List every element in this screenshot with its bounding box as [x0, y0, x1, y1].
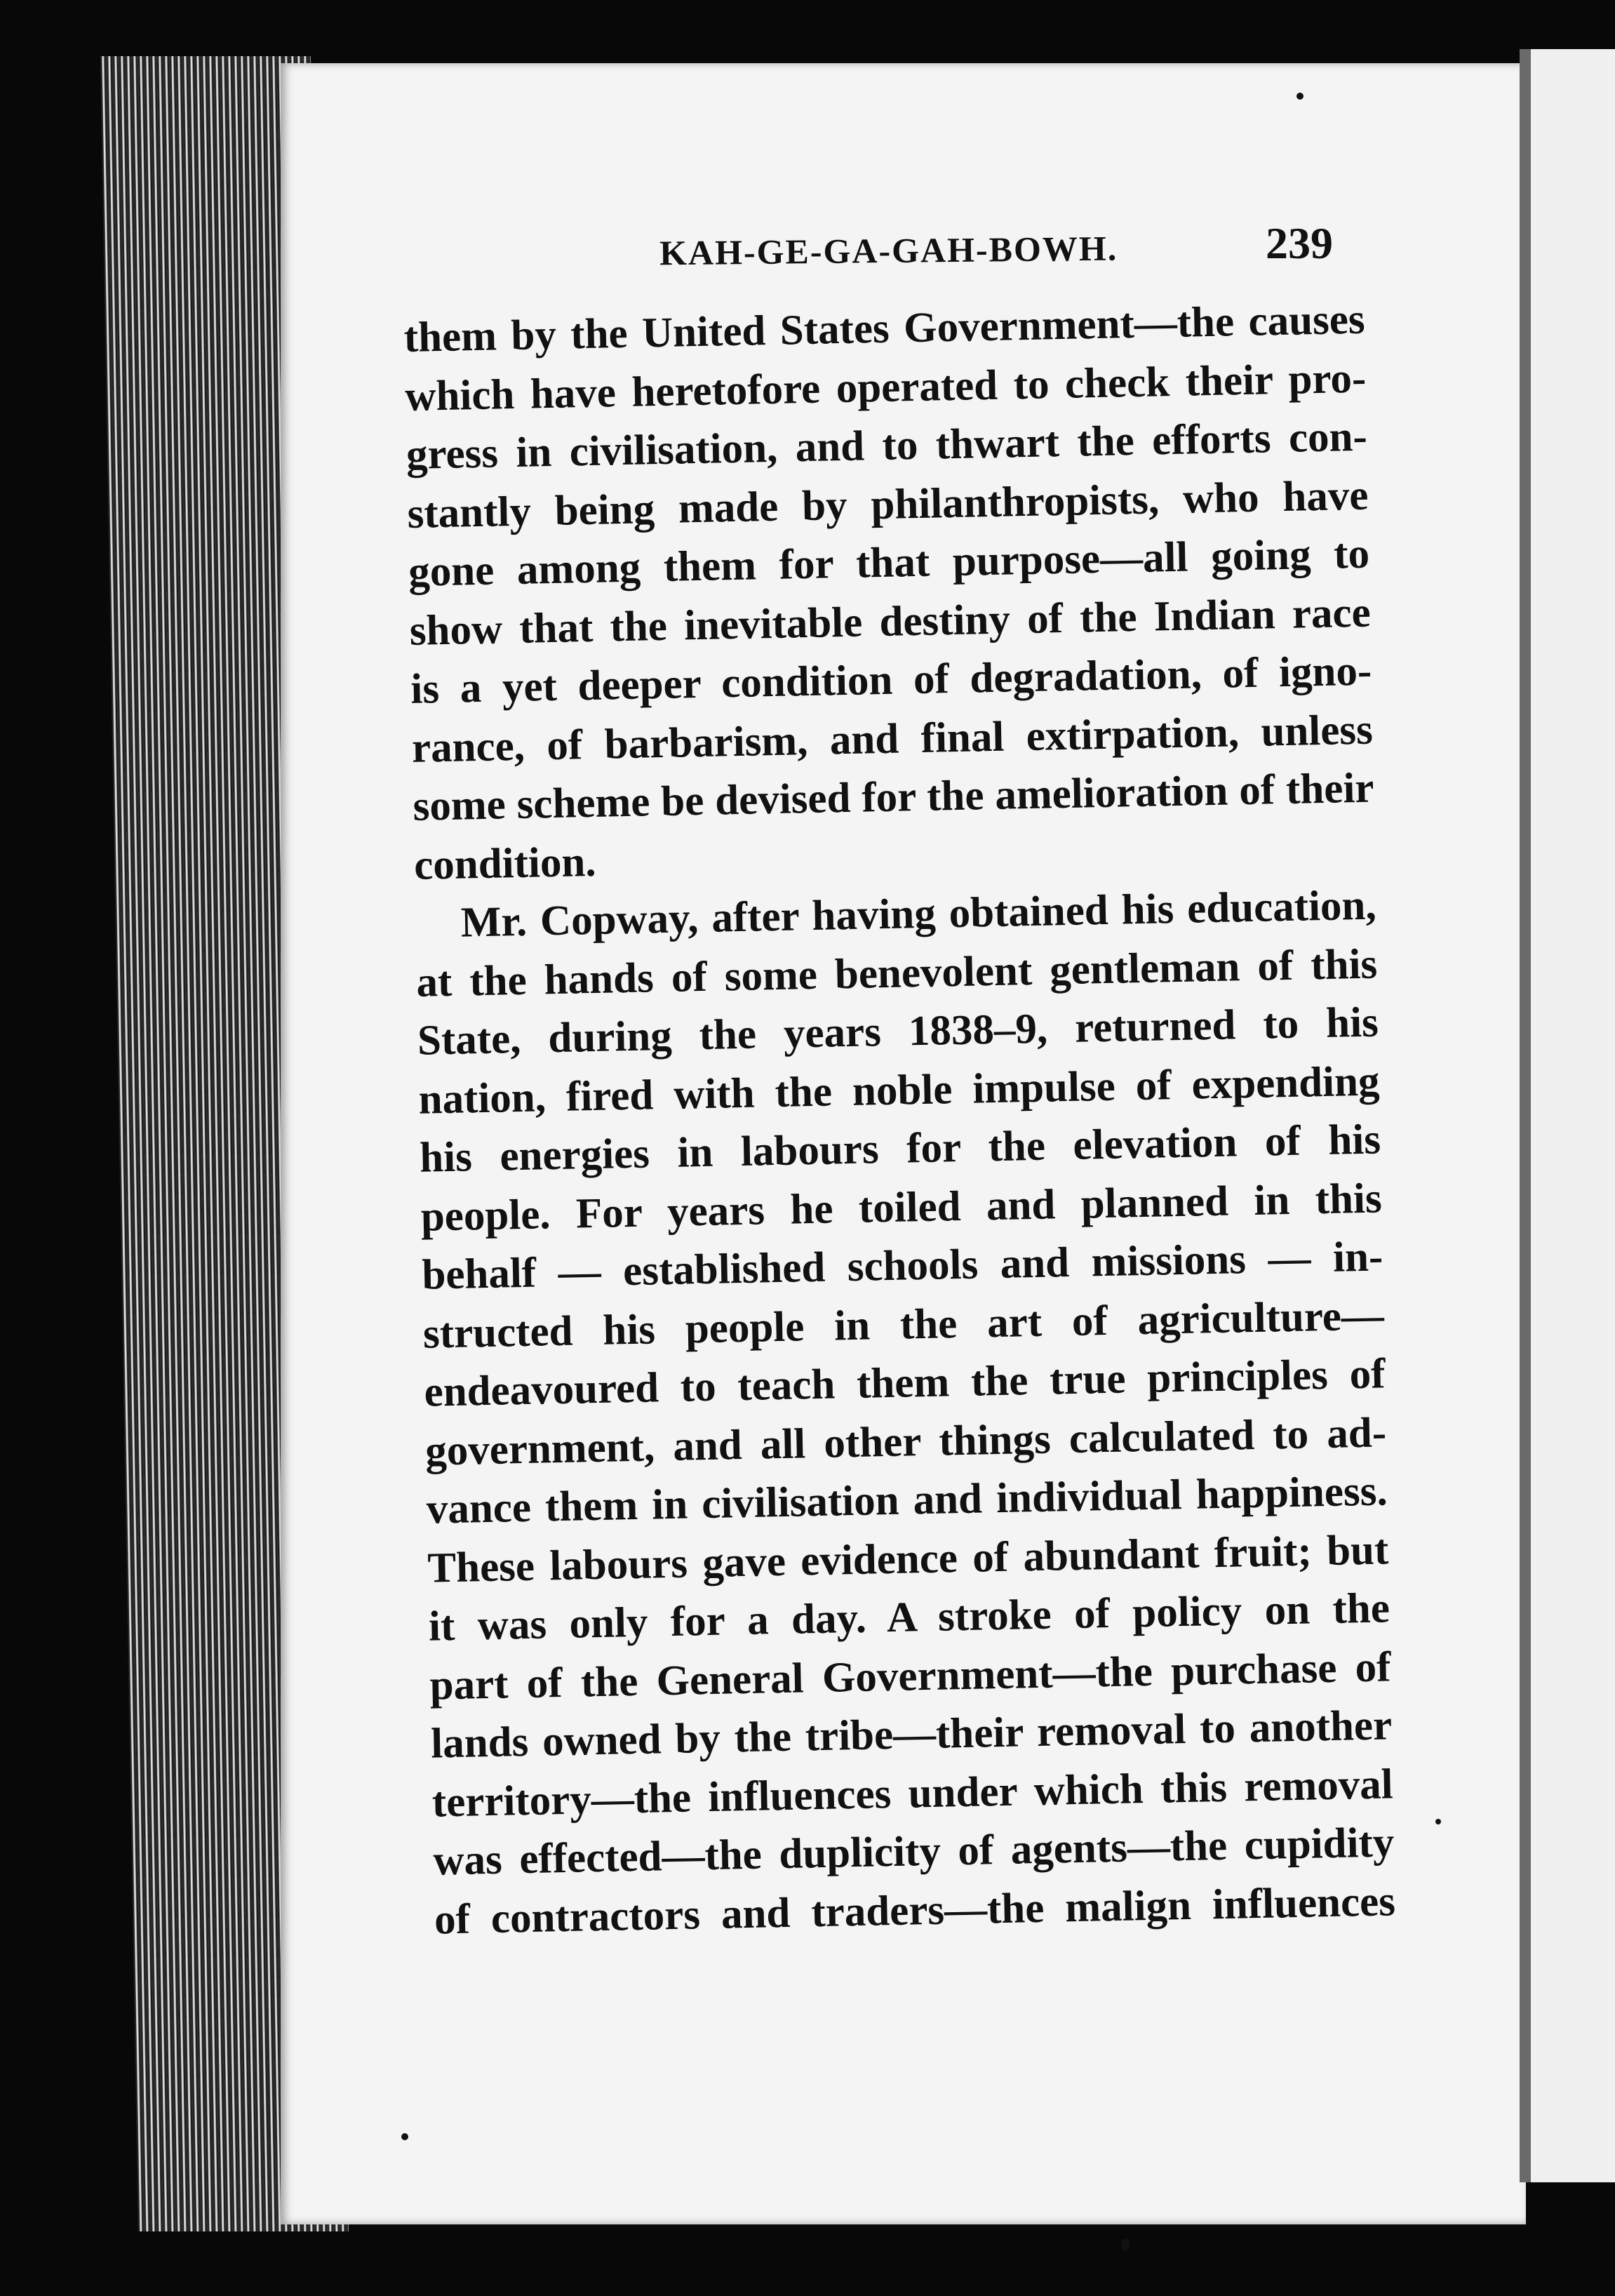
- text-line: his energies in labours for the elevation of his: [419, 1116, 1381, 1182]
- text-line: These labours gave evidence of abundant fruit; but: [427, 1526, 1389, 1592]
- text-line: government, and all other things calculated to ad-: [424, 1408, 1387, 1475]
- text-line: lands owned by the tribe—their removal to another: [430, 1702, 1393, 1768]
- text-line: gone among them for that purpose—all going to: [408, 530, 1370, 596]
- text-line: endeavoured to teach them the true principles of: [424, 1350, 1386, 1416]
- text-line: them by the United States Government—the causes: [403, 295, 1366, 361]
- text-line: which have heretofore operated to check their pro-: [404, 354, 1367, 420]
- body-text: [403, 291, 1396, 1949]
- text-line: vance them in civilisation and individual happiness.: [426, 1467, 1388, 1533]
- text-line: stantly being made by philanthropists, who have: [406, 472, 1369, 538]
- text-line: was effected—the duplicity of agents—the cupidity: [432, 1819, 1395, 1885]
- text-line: part of the General Government—the purchase of: [429, 1643, 1392, 1709]
- ink-speck: [401, 2133, 408, 2140]
- page-header: [351, 211, 1333, 281]
- ink-speck: [1296, 93, 1304, 100]
- text-line: show that the inevitable destiny of the Indian race: [409, 589, 1372, 655]
- text-line: territory—the influences under which this removal: [431, 1760, 1394, 1827]
- text-line: people. For years he toiled and planned in this: [420, 1174, 1383, 1241]
- text-line: at the hands of some benevolent gentleman of this: [415, 940, 1378, 1006]
- text-line: rance, of barbarism, and final extirpation, unless: [411, 706, 1374, 772]
- facing-page-edge: [1520, 49, 1615, 2182]
- text-line: Mr. Copway, after having obtained his education,: [460, 881, 1377, 947]
- text-line: it was only for a day. A stroke of policy on the: [428, 1584, 1390, 1650]
- text-line: State, during the years 1838–9, returned to his: [417, 999, 1379, 1064]
- text-line: structed his people in the art of agriculture—: [422, 1291, 1385, 1358]
- page-number: 239: [1266, 218, 1333, 268]
- text-line: of contractors and traders—the malign influences: [434, 1877, 1396, 1944]
- text-line: nation, fired with the noble impulse of expending: [417, 1057, 1381, 1123]
- running-head: KAH-GE-GA-GAH-BOWH.: [659, 228, 1118, 273]
- text-line: some scheme be devised for the amelioration of their: [412, 764, 1375, 830]
- ink-speck: [1121, 2238, 1130, 2251]
- text-line: behalf — established schools and missions — in-: [421, 1233, 1383, 1299]
- text-line: is a yet deeper condition of degradation, of igno-: [410, 647, 1372, 713]
- text-line: condition.: [413, 838, 597, 889]
- text-line: gress in civilisation, and to thwart the efforts con-: [406, 413, 1368, 479]
- ink-speck: [1435, 1819, 1441, 1824]
